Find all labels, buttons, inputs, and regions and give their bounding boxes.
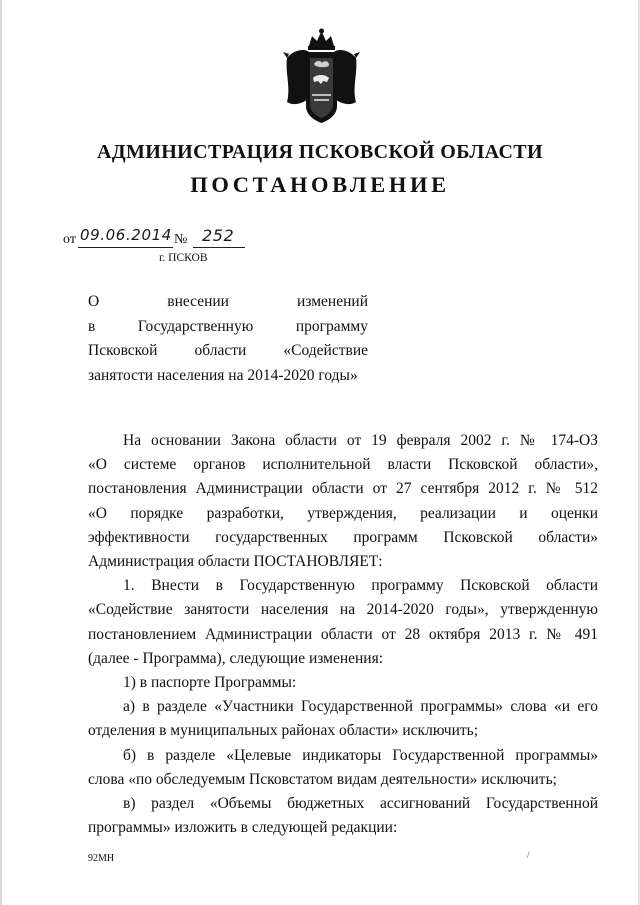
body-line: постановлением Администрации области от 28 октября 2013 г. № 491: [88, 625, 598, 643]
body-line: На основании Закона области от 19 февраля 2002 г. № 174-ОЗ: [123, 432, 598, 449]
number-sign: №: [174, 232, 188, 247]
body-line: отделения в муниципальных районах области» исключить;: [88, 722, 479, 740]
coat-of-arms-emblem: [283, 28, 360, 124]
body-line: «О порядке разработки, утверждения, реализации и оценки: [88, 504, 598, 522]
organization-title: АДМИНИСТРАЦИЯ ПСКОВСКОЙ ОБЛАСТИ: [96, 141, 544, 163]
body-line: эффективности государственных программ Псковской области»: [88, 528, 598, 546]
body-line: 1. Внести в Государственную программу Псковской области: [123, 577, 598, 595]
subject-block: [88, 290, 368, 388]
date-prefix: от: [63, 232, 76, 247]
body-line: 1) в паспорте Программы:: [123, 674, 297, 692]
city-label: г. ПСКОВ: [159, 252, 208, 264]
body-line: постановления Администрации области от 27 сентября 2012 г. № 512: [88, 480, 598, 498]
body-line: в) раздел «Объемы бюджетных ассигнований Государственной: [123, 795, 598, 813]
document-type-title: ПОСТАНОВЛЕНИЕ: [190, 172, 450, 197]
handwritten-number: 252: [202, 226, 235, 245]
subject-line: Псковской области «Содействие: [88, 342, 368, 359]
handwritten-date: 09.06.2014: [80, 226, 172, 244]
body-line: «О системе органов исполнительной власти Псковской области»,: [88, 456, 598, 474]
date-underline: [78, 247, 173, 248]
footer-code: 92МН: [88, 853, 115, 864]
number-underline: [193, 247, 245, 248]
subject-line: О внесении изменений: [88, 293, 368, 310]
document-body: [88, 429, 598, 840]
date-number-line: [63, 226, 263, 252]
scan-edge-left: [0, 0, 2, 905]
body-line: «Содействие занятости населения на 2014-2020 годы», утвержденную: [88, 601, 598, 619]
subject-line: занятости населения на 2014-2020 годы»: [88, 366, 358, 384]
body-line: Администрация области ПОСТАНОВЛЯЕТ:: [88, 553, 383, 571]
body-line: (далее - Программа), следующие изменения:: [88, 649, 384, 667]
scan-mark: /: [527, 850, 530, 860]
body-line: а) в разделе «Участники Государственной программы» слова «и его: [123, 698, 598, 716]
subject-line: в Государственную программу: [88, 317, 368, 335]
body-line: б) в разделе «Целевые индикаторы Государственной программы»: [123, 746, 598, 764]
body-line: программы» изложить в следующей редакции:: [88, 819, 398, 837]
body-line: слова «по обследуемым Псковстатом видам деятельности» исключить;: [88, 770, 557, 788]
